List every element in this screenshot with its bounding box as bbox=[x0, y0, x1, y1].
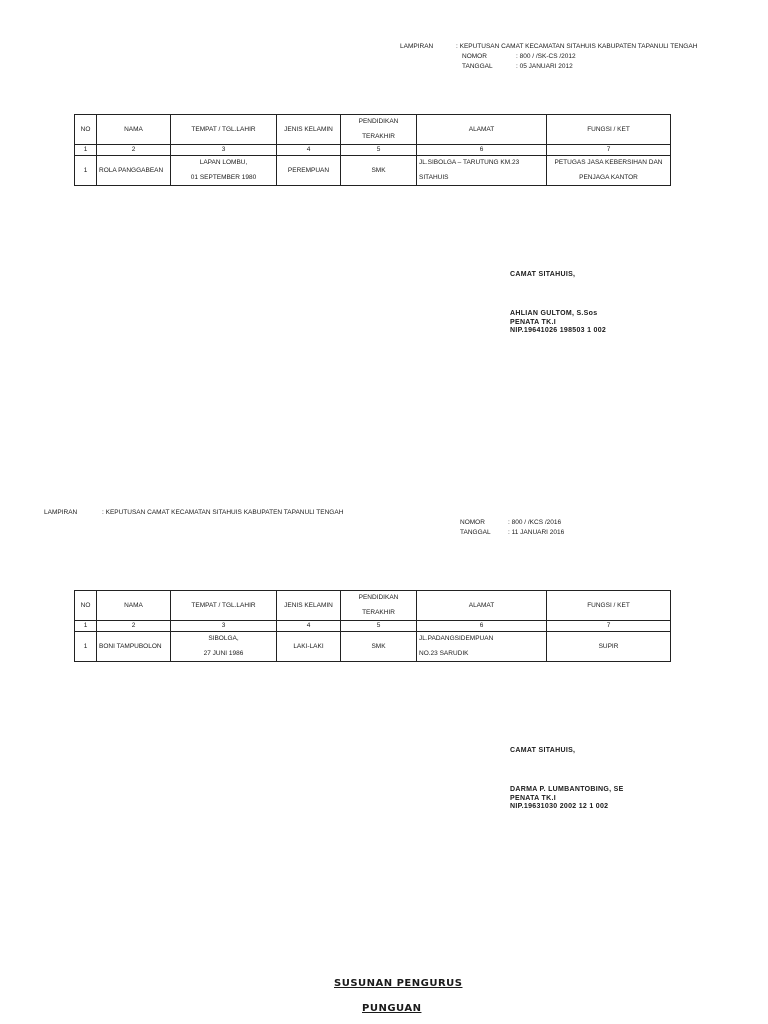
header-alamat: ALAMAT bbox=[417, 115, 547, 145]
number-cell: 3 bbox=[171, 621, 277, 632]
cell-nama: BONI TAMPUBOLON bbox=[97, 632, 171, 662]
doc2-table bbox=[74, 590, 671, 662]
cell-ttl: SIBOLGA, 27 JUNI 1986 bbox=[171, 632, 277, 662]
header-fungsi: FUNGSI / KET bbox=[547, 115, 671, 145]
tanggal-label: TANGGAL bbox=[462, 63, 493, 70]
cell-nama: ROLA PANGGABEAN bbox=[97, 156, 171, 186]
doc1-signature-name: AHLIAN GULTOM, S.Sos bbox=[510, 310, 598, 317]
doc2-header-nomor bbox=[460, 518, 568, 538]
number-cell: 2 bbox=[97, 145, 171, 156]
table-row bbox=[75, 156, 671, 186]
tanggal-value: : 05 JANUARI 2012 bbox=[516, 63, 573, 70]
nomor-label: NOMOR bbox=[460, 519, 485, 526]
header-no: NO bbox=[75, 115, 97, 145]
tanggal-label: TANGGAL bbox=[460, 529, 491, 536]
number-cell: 7 bbox=[547, 621, 671, 632]
number-cell: 1 bbox=[75, 145, 97, 156]
cell-pendidikan: SMK bbox=[341, 156, 417, 186]
header-ttl: TEMPAT / TGL.LAHIR bbox=[171, 591, 277, 621]
header-no: NO bbox=[75, 591, 97, 621]
punguan-title: PUNGUAN bbox=[362, 1003, 422, 1014]
doc2-signature-nip: NIP.19631030 2002 12 1 002 bbox=[510, 803, 609, 810]
number-cell: 2 bbox=[97, 621, 171, 632]
lampiran-value: : KEPUTUSAN CAMAT KECAMATAN SITAHUIS KABUPATEN TAPANULI TENGAH bbox=[456, 43, 698, 50]
table-number-row bbox=[75, 621, 671, 632]
cell-jk: LAKI-LAKI bbox=[277, 632, 341, 662]
doc2-header-lampiran bbox=[44, 508, 347, 518]
header-ttl: TEMPAT / TGL.LAHIR bbox=[171, 115, 277, 145]
number-cell: 5 bbox=[341, 145, 417, 156]
number-cell: 7 bbox=[547, 145, 671, 156]
nomor-value: : 800 / /KCS /2016 bbox=[508, 519, 562, 526]
doc2-signature-name: DARMA P. LUMBANTOBING, SE bbox=[510, 786, 624, 793]
header-nama: NAMA bbox=[97, 115, 171, 145]
susunan-pengurus-title: SUSUNAN PENGURUS bbox=[334, 978, 463, 989]
table-row bbox=[75, 632, 671, 662]
cell-alamat: JL.SIBOLGA – TARUTUNG KM.23 SITAHUIS bbox=[417, 156, 547, 186]
header-pendidikan: PENDIDIKAN TERAKHIR bbox=[341, 591, 417, 621]
number-cell: 4 bbox=[277, 145, 341, 156]
doc1-signature-title: CAMAT SITAHUIS, bbox=[510, 271, 576, 278]
header-jk: JENIS KELAMIN bbox=[277, 115, 341, 145]
doc2-signature-rank: PENATA TK.I bbox=[510, 795, 556, 802]
cell-pendidikan: SMK bbox=[341, 632, 417, 662]
lampiran-label: LAMPIRAN bbox=[400, 43, 434, 50]
lampiran-value: : KEPUTUSAN CAMAT KECAMATAN SITAHUIS KABUPATEN TAPANULI TENGAH bbox=[102, 509, 344, 516]
table-header-row bbox=[75, 115, 671, 145]
number-cell: 6 bbox=[417, 145, 547, 156]
cell-no: 1 bbox=[75, 156, 97, 186]
cell-no: 1 bbox=[75, 632, 97, 662]
number-cell: 1 bbox=[75, 621, 97, 632]
doc1-signature-nip: NIP.19641026 198503 1 002 bbox=[510, 327, 607, 334]
lampiran-label: LAMPIRAN bbox=[44, 509, 78, 516]
number-cell: 3 bbox=[171, 145, 277, 156]
cell-jk: PEREMPUAN bbox=[277, 156, 341, 186]
doc1-signature-rank: PENATA TK.I bbox=[510, 319, 556, 326]
header-nama: NAMA bbox=[97, 591, 171, 621]
doc1-table bbox=[74, 114, 671, 186]
number-cell: 5 bbox=[341, 621, 417, 632]
tanggal-value: : 11 JANUARI 2016 bbox=[508, 529, 565, 536]
header-alamat: ALAMAT bbox=[417, 591, 547, 621]
nomor-label: NOMOR bbox=[462, 53, 487, 60]
cell-ttl: LAPAN LOMBU, 01 SEPTEMBER 1980 bbox=[171, 156, 277, 186]
cell-alamat: JL.PADANGSIDEMPUAN NO.23 SARUDIK bbox=[417, 632, 547, 662]
table-number-row bbox=[75, 145, 671, 156]
header-fungsi: FUNGSI / KET bbox=[547, 591, 671, 621]
doc1-header bbox=[400, 42, 701, 72]
table-header-row bbox=[75, 591, 671, 621]
cell-fungsi: SUPIR bbox=[547, 632, 671, 662]
cell-fungsi: PETUGAS JASA KEBERSIHAN DAN PENJAGA KANTOR bbox=[547, 156, 671, 186]
nomor-value: : 800 / /SK-CS /2012 bbox=[516, 53, 576, 60]
doc2-signature-title: CAMAT SITAHUIS, bbox=[510, 747, 576, 754]
header-jk: JENIS KELAMIN bbox=[277, 591, 341, 621]
header-pendidikan: PENDIDIKAN TERAKHIR bbox=[341, 115, 417, 145]
number-cell: 4 bbox=[277, 621, 341, 632]
number-cell: 6 bbox=[417, 621, 547, 632]
